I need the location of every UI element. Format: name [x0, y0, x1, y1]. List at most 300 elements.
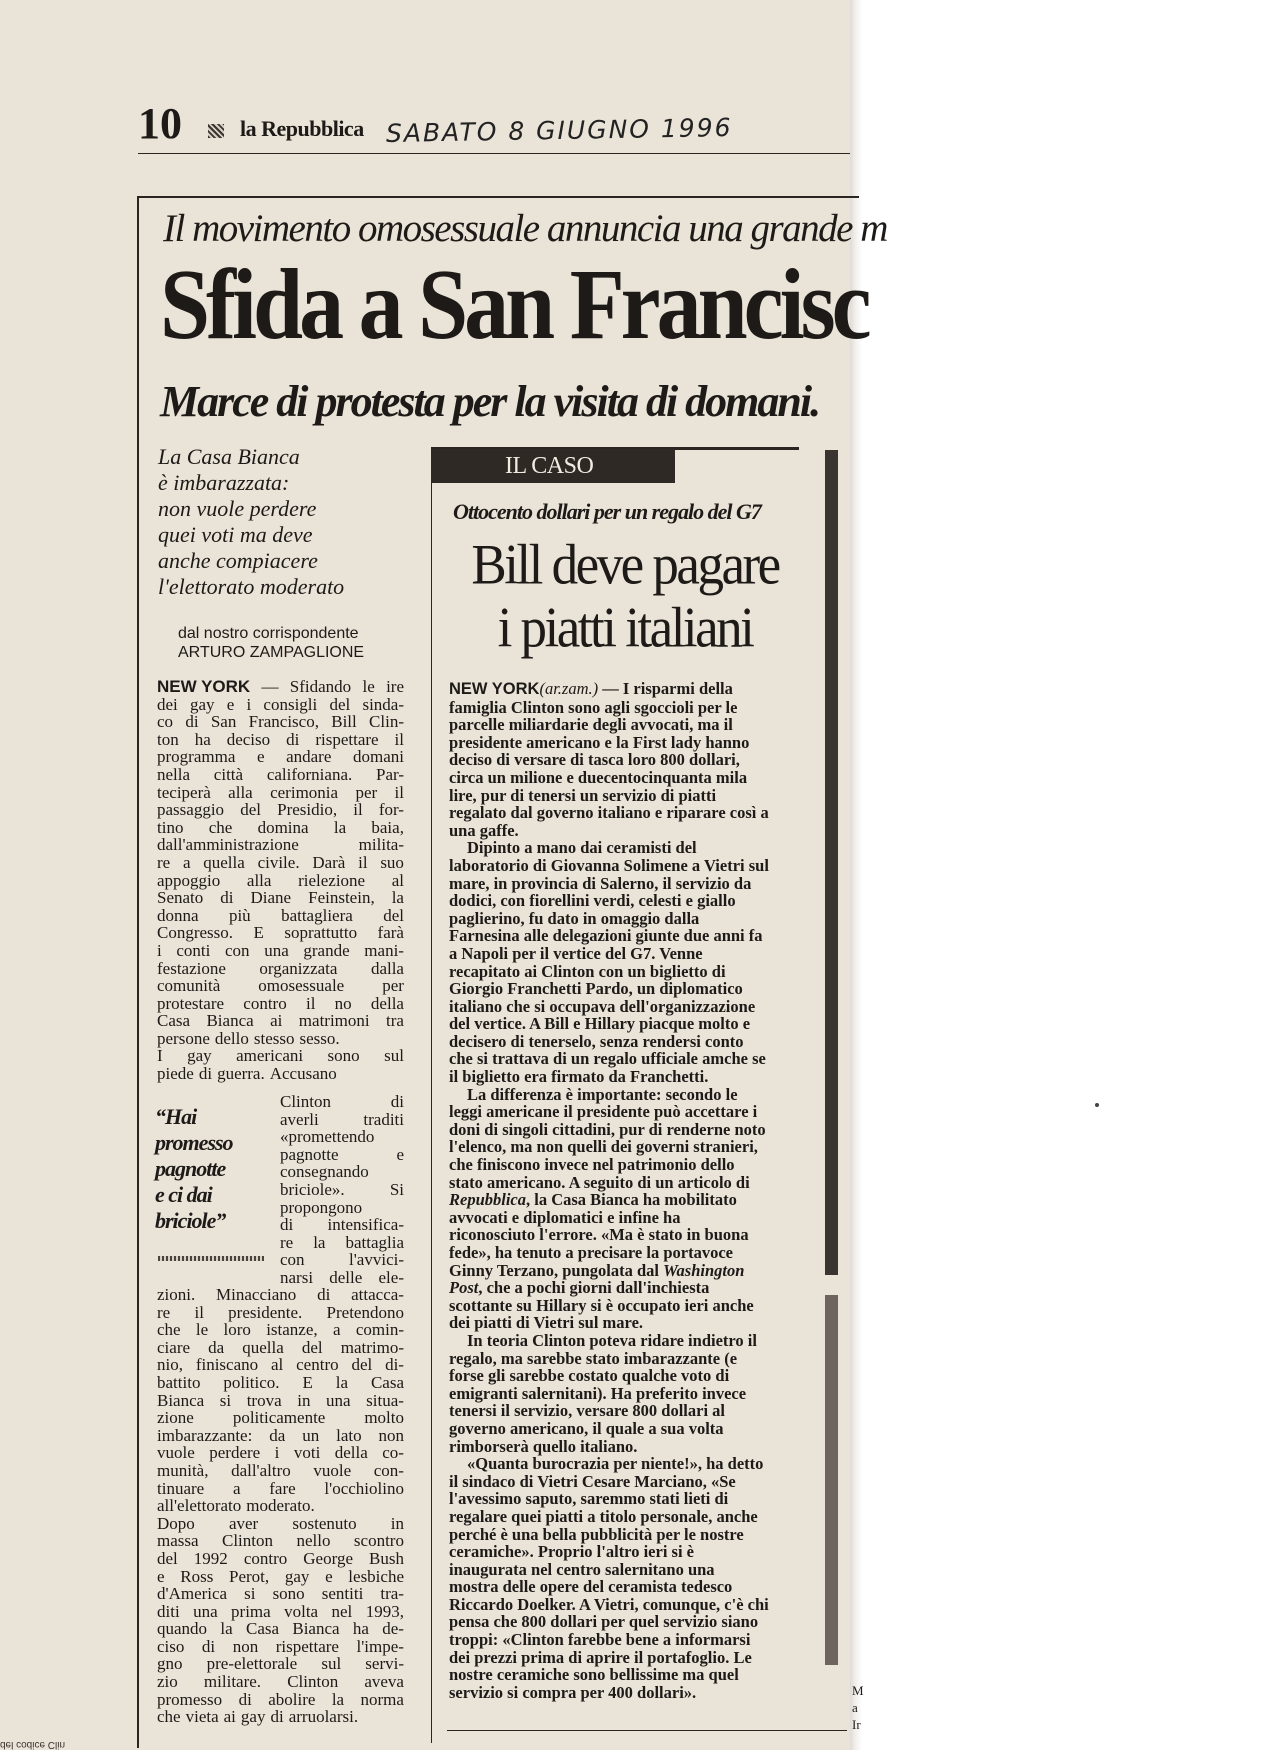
body-line [157, 766, 404, 784]
word: che [208, 817, 233, 837]
il-caso-line: l'avessimo saputo, saremmo stati lieti di [449, 1489, 729, 1509]
il-caso-line: dodici, con fiorellini verdi, celesti e giallo [449, 891, 736, 911]
word: munità, [157, 1460, 209, 1480]
word: perdere [209, 1443, 261, 1463]
il-caso-line: troppi: «Clinton farebbe bene a informarsi [449, 1630, 751, 1650]
word: civile. [257, 852, 300, 872]
word: Senato [157, 888, 204, 908]
word: cerimonia [270, 782, 339, 802]
word: politico. [223, 1372, 280, 1392]
word: stesso [253, 1028, 295, 1048]
word: Sfidando [289, 677, 352, 696]
word: nio, [157, 1355, 183, 1375]
word: Bill [331, 712, 357, 732]
article-deck [158, 444, 378, 600]
mirrored-underlying-text: del codice Clin [0, 1739, 66, 1750]
word: dall'altro [231, 1460, 291, 1480]
word: dalla [370, 958, 404, 978]
handwritten-date: SABATO 8 GIUGNO 1996 [385, 112, 733, 149]
word: 1993, [365, 1601, 404, 1621]
word: sesso. [299, 1028, 340, 1048]
word: imbarazzante: [157, 1425, 253, 1445]
word: re [280, 1232, 294, 1252]
left-column-narrow-text [280, 1093, 404, 1287]
word: E [253, 923, 264, 943]
word: di [270, 1707, 284, 1727]
word: sentiti [321, 1584, 364, 1604]
word: del [351, 1355, 373, 1375]
word: alla [228, 782, 253, 802]
word: del [329, 694, 351, 714]
il-caso-kicker: Ottocento dollari per un regalo del G7 [453, 499, 761, 524]
word: consegnando [280, 1162, 369, 1182]
body-line [157, 1708, 404, 1726]
word: al [271, 1355, 284, 1375]
word: la [391, 888, 404, 908]
narrow-line [280, 1251, 404, 1269]
narrow-line [280, 1093, 404, 1111]
word: promesso [157, 1689, 223, 1709]
word: domani [353, 747, 404, 767]
word: Ross [180, 1566, 214, 1586]
il-caso-line: l'elenco, ma non quelli dei governi stranieri, [449, 1137, 758, 1157]
word: arruolarsi. [288, 1707, 359, 1727]
word: che [157, 1707, 181, 1727]
adjacent-column-letters [852, 1682, 864, 1733]
word: volta [284, 1601, 319, 1621]
body-line [157, 1691, 404, 1709]
word: lato [336, 1425, 362, 1445]
body-line [157, 907, 404, 925]
word: di [390, 1092, 404, 1111]
il-caso-line: deciso di versare di tasca loro 800 dollari, [449, 750, 740, 770]
word: trova [246, 1390, 282, 1410]
word: il [353, 800, 363, 820]
word: delle [329, 1267, 363, 1287]
word: conti [176, 940, 211, 960]
word: la [335, 1372, 349, 1392]
word: in [297, 1390, 311, 1410]
word: Clinton [222, 1531, 274, 1551]
il-caso-line: governo americano, il quale a sua volta [449, 1418, 724, 1438]
pull-quote-line: briciole” [155, 1208, 226, 1233]
deck-line: quei voti ma deve [158, 522, 313, 547]
word: il [394, 782, 404, 802]
word: presidente. [228, 1302, 303, 1322]
left-column-text [157, 678, 404, 1083]
il-caso-line: Riccardo Doelker. A Vietri, comunque, c'è chi [449, 1594, 769, 1614]
word: d'America [157, 1584, 228, 1604]
word: ai [223, 1707, 236, 1727]
word: una [264, 940, 289, 960]
il-caso-line: «Quanta burocrazia per niente!», ha detto [467, 1454, 764, 1474]
word: Bianca [157, 1390, 205, 1410]
word: Feinstein, [308, 888, 375, 908]
word: Casa [245, 1619, 280, 1639]
word: «promettendo [280, 1127, 375, 1147]
body-line [157, 977, 404, 995]
il-caso-line: emigranti salernitani). Ha preferito invece [449, 1383, 747, 1403]
word: che [157, 1320, 181, 1340]
word: persone [157, 1028, 210, 1048]
il-caso-line: a Napoli per il vertice del G7. Venne [449, 943, 703, 963]
word: per [355, 782, 378, 802]
word: Casa [370, 1372, 404, 1392]
il-caso-line: Post, che a pochi giorni dall'inchiesta [449, 1278, 710, 1298]
word: contro [243, 1548, 288, 1568]
word: ciare [157, 1337, 191, 1357]
word: il [305, 993, 316, 1013]
word: dello [214, 1028, 249, 1048]
word: americani [236, 1046, 304, 1066]
body-line [157, 1030, 404, 1048]
word: Par- [376, 764, 404, 784]
il-caso-text: — I risparmi della [598, 679, 733, 698]
word: fare [269, 1478, 296, 1498]
body-line [157, 1304, 404, 1322]
word: le [362, 677, 375, 696]
word: vuole [313, 1460, 352, 1480]
word: di [201, 1636, 216, 1656]
body-line [157, 1603, 404, 1621]
word: Congresso. [157, 923, 234, 943]
body-line [157, 748, 404, 766]
word: sostenuto [292, 1513, 357, 1533]
word: Bush [369, 1548, 404, 1568]
word: l'occhiolino [324, 1478, 404, 1498]
article-subhead: Marce di protesta per la visita di domani. [160, 377, 820, 426]
il-caso-line: perché è una bella pubblicità per le nostre [449, 1524, 744, 1544]
body-line [157, 1480, 404, 1498]
il-caso-line: rimborserà quello italiano. [449, 1436, 638, 1456]
word: l'avvici- [349, 1250, 404, 1270]
edge-letter: Ir [852, 1717, 861, 1732]
il-caso-line: mostra delle opere del ceramista tedesco [449, 1577, 733, 1597]
word: Minacciano [216, 1285, 297, 1304]
word: de- [382, 1619, 404, 1639]
word: andare [286, 747, 332, 767]
word: i [246, 694, 252, 714]
word: Si [389, 1179, 404, 1199]
word: consigli [263, 694, 318, 714]
word: alla [246, 870, 272, 890]
body-line [157, 836, 404, 854]
body-line [157, 1374, 404, 1392]
word: moderato. [246, 1496, 315, 1516]
word: E [302, 1372, 313, 1392]
word: un [302, 1425, 320, 1445]
word: da [208, 1337, 225, 1357]
word: aver [228, 1513, 259, 1533]
word: co [157, 712, 174, 732]
narrow-line [280, 1269, 404, 1287]
pull-quote-line: e ci dai [155, 1182, 212, 1207]
body-line [157, 889, 404, 907]
word: pre-elettorale [206, 1654, 298, 1674]
word: dall'amministrazione [157, 835, 299, 855]
bottom-rule [447, 1730, 847, 1731]
word: sono [272, 1584, 305, 1604]
left-column-text-continued [157, 1286, 404, 1726]
deck-line: non vuole perdere [158, 496, 317, 521]
word: di [185, 712, 199, 732]
word: grande [303, 940, 350, 960]
word: da [269, 1425, 286, 1445]
body-line [157, 1047, 404, 1065]
word: si [219, 1390, 232, 1410]
word: politicamente [232, 1408, 326, 1428]
word: zione [157, 1408, 194, 1428]
word: di- [385, 1355, 404, 1375]
word: in [390, 1513, 404, 1533]
il-caso-line: Ginny Terzano, pungolata dal Washington [449, 1260, 745, 1280]
body-line [157, 854, 404, 872]
il-caso-line: Dipinto a mano dai ceramisti del [467, 838, 697, 858]
body-line [157, 1638, 404, 1656]
body-line [157, 924, 404, 942]
word: si [244, 1584, 256, 1604]
word: protestare [157, 993, 225, 1013]
word: e [256, 747, 265, 767]
pull-quote [155, 1104, 275, 1234]
word: abolire [268, 1689, 316, 1709]
word: Perot, [229, 1566, 270, 1586]
word: servi- [365, 1654, 404, 1674]
pull-quote-line: promesso [155, 1130, 233, 1155]
word: Clin- [369, 712, 404, 732]
word: al [391, 870, 404, 890]
pull-quote-line: “Hai [155, 1104, 197, 1129]
scan-speck [1095, 1103, 1099, 1107]
adjacent-column-edge [825, 450, 838, 1275]
body-line [157, 678, 404, 696]
body-line [157, 1409, 404, 1427]
deck-line: La Casa Bianca [158, 444, 300, 469]
word: la [333, 817, 347, 837]
il-caso-emphasis: Post [449, 1278, 479, 1298]
il-caso-line: presidente americano e la First lady hanno [449, 732, 750, 752]
word: con- [373, 1460, 404, 1480]
word: zio [157, 1672, 178, 1692]
body-line [157, 1392, 404, 1410]
word: re [157, 1302, 171, 1322]
word: l'impe- [356, 1636, 404, 1656]
word: comin- [355, 1320, 404, 1340]
word: Dopo [157, 1513, 195, 1533]
article-kicker: Il movimento omosessuale annuncia una grande m [163, 207, 887, 250]
word: una [193, 1601, 218, 1621]
word: co- [382, 1443, 404, 1463]
word: della [370, 993, 404, 1013]
word: programma [157, 747, 236, 767]
il-caso-line: Repubblica, la Casa Bianca ha mobilitato [449, 1190, 737, 1210]
il-caso-line: una gaffe. [449, 820, 519, 840]
body-line [157, 1515, 404, 1533]
word: comunità [157, 976, 221, 996]
body-line [157, 1427, 404, 1445]
word: George [303, 1548, 353, 1568]
page-number: 10 [138, 99, 182, 148]
word: piede [157, 1064, 194, 1084]
il-caso-line [449, 680, 797, 699]
word: vieta [185, 1707, 219, 1727]
word: no [334, 993, 352, 1013]
il-caso-line: La differenza è importante: secondo le [467, 1084, 738, 1104]
word: e [325, 1566, 333, 1586]
word: di [280, 1215, 294, 1235]
body-line [157, 995, 404, 1013]
il-caso-line: che finiscono invece nel patrimonio dello [449, 1155, 735, 1175]
il-caso-line: Farnesina alle delegazioni giunte due anni fa [449, 926, 763, 946]
deck-line: l'elettorato moderato [158, 574, 345, 599]
word: diti [157, 1601, 180, 1621]
word: sono [327, 1046, 360, 1066]
word: di [198, 1064, 213, 1084]
narrow-line [280, 1216, 404, 1234]
word: non [378, 1425, 404, 1445]
word: voti [293, 1443, 321, 1463]
body-line [157, 1585, 404, 1603]
il-caso-line: dei prezzi prima di aprire il portafoglio. Le [449, 1647, 752, 1667]
il-caso-line: riconosciuto l'errore. «Ma è stato in buona [449, 1225, 749, 1245]
word: Pretendono [326, 1302, 404, 1322]
word: di [317, 1285, 331, 1304]
body-line [157, 1356, 404, 1374]
il-caso-emphasis: Washington [663, 1260, 745, 1280]
word: re [157, 852, 171, 872]
word: a [182, 852, 191, 872]
word: istanze, [266, 1320, 318, 1340]
word: baia, [371, 817, 404, 837]
body-line [157, 872, 404, 890]
il-caso-line: nostre ceramiche sono bellissime ma quel [449, 1665, 739, 1685]
word: Clinton [287, 1672, 339, 1692]
word: zioni. [157, 1285, 196, 1304]
byline-line: dal nostro corrispondente [178, 625, 359, 642]
word: del [383, 905, 404, 925]
adjacent-column-edge-lower [825, 1295, 838, 1665]
word: milita- [358, 835, 404, 855]
word: ele- [378, 1267, 404, 1287]
narrow-line [280, 1234, 404, 1252]
word: del [240, 800, 261, 820]
word: lesbiche [348, 1566, 404, 1586]
word: tino [157, 817, 184, 837]
narrow-line [280, 1128, 404, 1146]
word: all'elettorato [157, 1496, 242, 1516]
word: nella [157, 764, 191, 784]
page-header [138, 100, 850, 155]
word: vuole [157, 1443, 195, 1463]
word: del [301, 1337, 323, 1357]
word: ciso [157, 1636, 185, 1656]
word: narsi [280, 1267, 314, 1287]
body-line [157, 1012, 404, 1030]
word: ai [270, 1011, 283, 1031]
word: dei [157, 694, 178, 714]
il-caso-label: IL CASO [431, 449, 675, 483]
il-caso-line: regalare quei piatti a titolo personale, anche [449, 1506, 758, 1526]
deck-line: anche compiacere [158, 548, 318, 573]
word: di [238, 1689, 252, 1709]
word: battito [157, 1372, 201, 1392]
body-line [157, 731, 404, 749]
word: la [313, 1232, 326, 1252]
word: il [394, 729, 404, 749]
il-caso-line: tenersi il servizio, versare 800 dollari al [449, 1401, 726, 1421]
il-caso-line: lire, pur di tenersi un servizio di piatti [449, 785, 717, 805]
narrow-line [280, 1199, 404, 1217]
il-caso-line: circa un milione e duecentocinquanta mila [449, 767, 748, 787]
il-caso-line: avvocati e diplomatici e infine ha [449, 1207, 681, 1227]
word: appoggio [157, 870, 221, 890]
word: loro [223, 1320, 251, 1340]
body-line [157, 1339, 404, 1357]
deck-line: è imbarazzata: [158, 470, 290, 495]
word: 1992 [193, 1548, 228, 1568]
narrow-line [280, 1146, 404, 1164]
il-caso-line: il sindaco di Vietri Cesare Marciano, «Se [449, 1471, 736, 1491]
word: della [334, 1443, 368, 1463]
il-caso-dateline: NEW YORK [449, 680, 540, 698]
word: — [261, 677, 279, 696]
word: organizzata [259, 958, 338, 978]
narrow-line [280, 1163, 404, 1181]
il-caso-line: mare, in provincia di Salerno, il servizio da [449, 873, 752, 893]
body-line [157, 713, 404, 731]
word: briciole». [280, 1179, 345, 1199]
il-caso-line: laboratorio di Giovanna Solimene a Vietri sul [449, 855, 769, 875]
word: sinda- [362, 694, 404, 714]
body-line [157, 819, 404, 837]
word: omosessuale [258, 976, 345, 996]
body-line [157, 696, 404, 714]
byline [178, 624, 398, 662]
edge-letter: a [852, 1700, 858, 1715]
word: molto [364, 1408, 404, 1428]
word: nel [331, 1601, 353, 1621]
body-line [157, 1655, 404, 1673]
il-caso-line: che si trattava di un regalo ufficiale amche se [449, 1049, 766, 1069]
word: I [157, 1046, 163, 1066]
il-caso-line: ceramiche». Proprio l'altro ieri si è [449, 1542, 694, 1562]
il-caso-line: forse gli sarebbe costato qualche voto di [449, 1366, 730, 1386]
word: for- [378, 800, 404, 820]
body-line [157, 1550, 404, 1568]
body-line [157, 1673, 404, 1691]
il-caso-line: famiglia Clinton sono agli sgoccioli per le [449, 697, 738, 717]
il-caso-line: servizio si compra per 400 dollari». [449, 1682, 697, 1702]
word: passaggio [157, 800, 225, 820]
word: quella [242, 1337, 284, 1357]
word: sul [384, 1046, 404, 1066]
il-caso-headline-line: i piatti italiani [497, 596, 753, 660]
word: di [286, 729, 300, 749]
word: propongono [280, 1197, 363, 1217]
il-caso-line: dei piatti di Vietri sul mare. [449, 1313, 644, 1333]
word: ire [386, 677, 404, 696]
word: domina [257, 817, 309, 837]
word: del [157, 1548, 178, 1568]
word: con [280, 1250, 305, 1270]
word: a [232, 1478, 241, 1498]
word: pagnotte [280, 1144, 339, 1164]
word: rispettare [315, 729, 379, 749]
word: matrimoni [298, 1011, 370, 1031]
word: farà [377, 923, 404, 943]
word: Accusano [269, 1064, 337, 1084]
word: Casa [157, 1011, 191, 1031]
